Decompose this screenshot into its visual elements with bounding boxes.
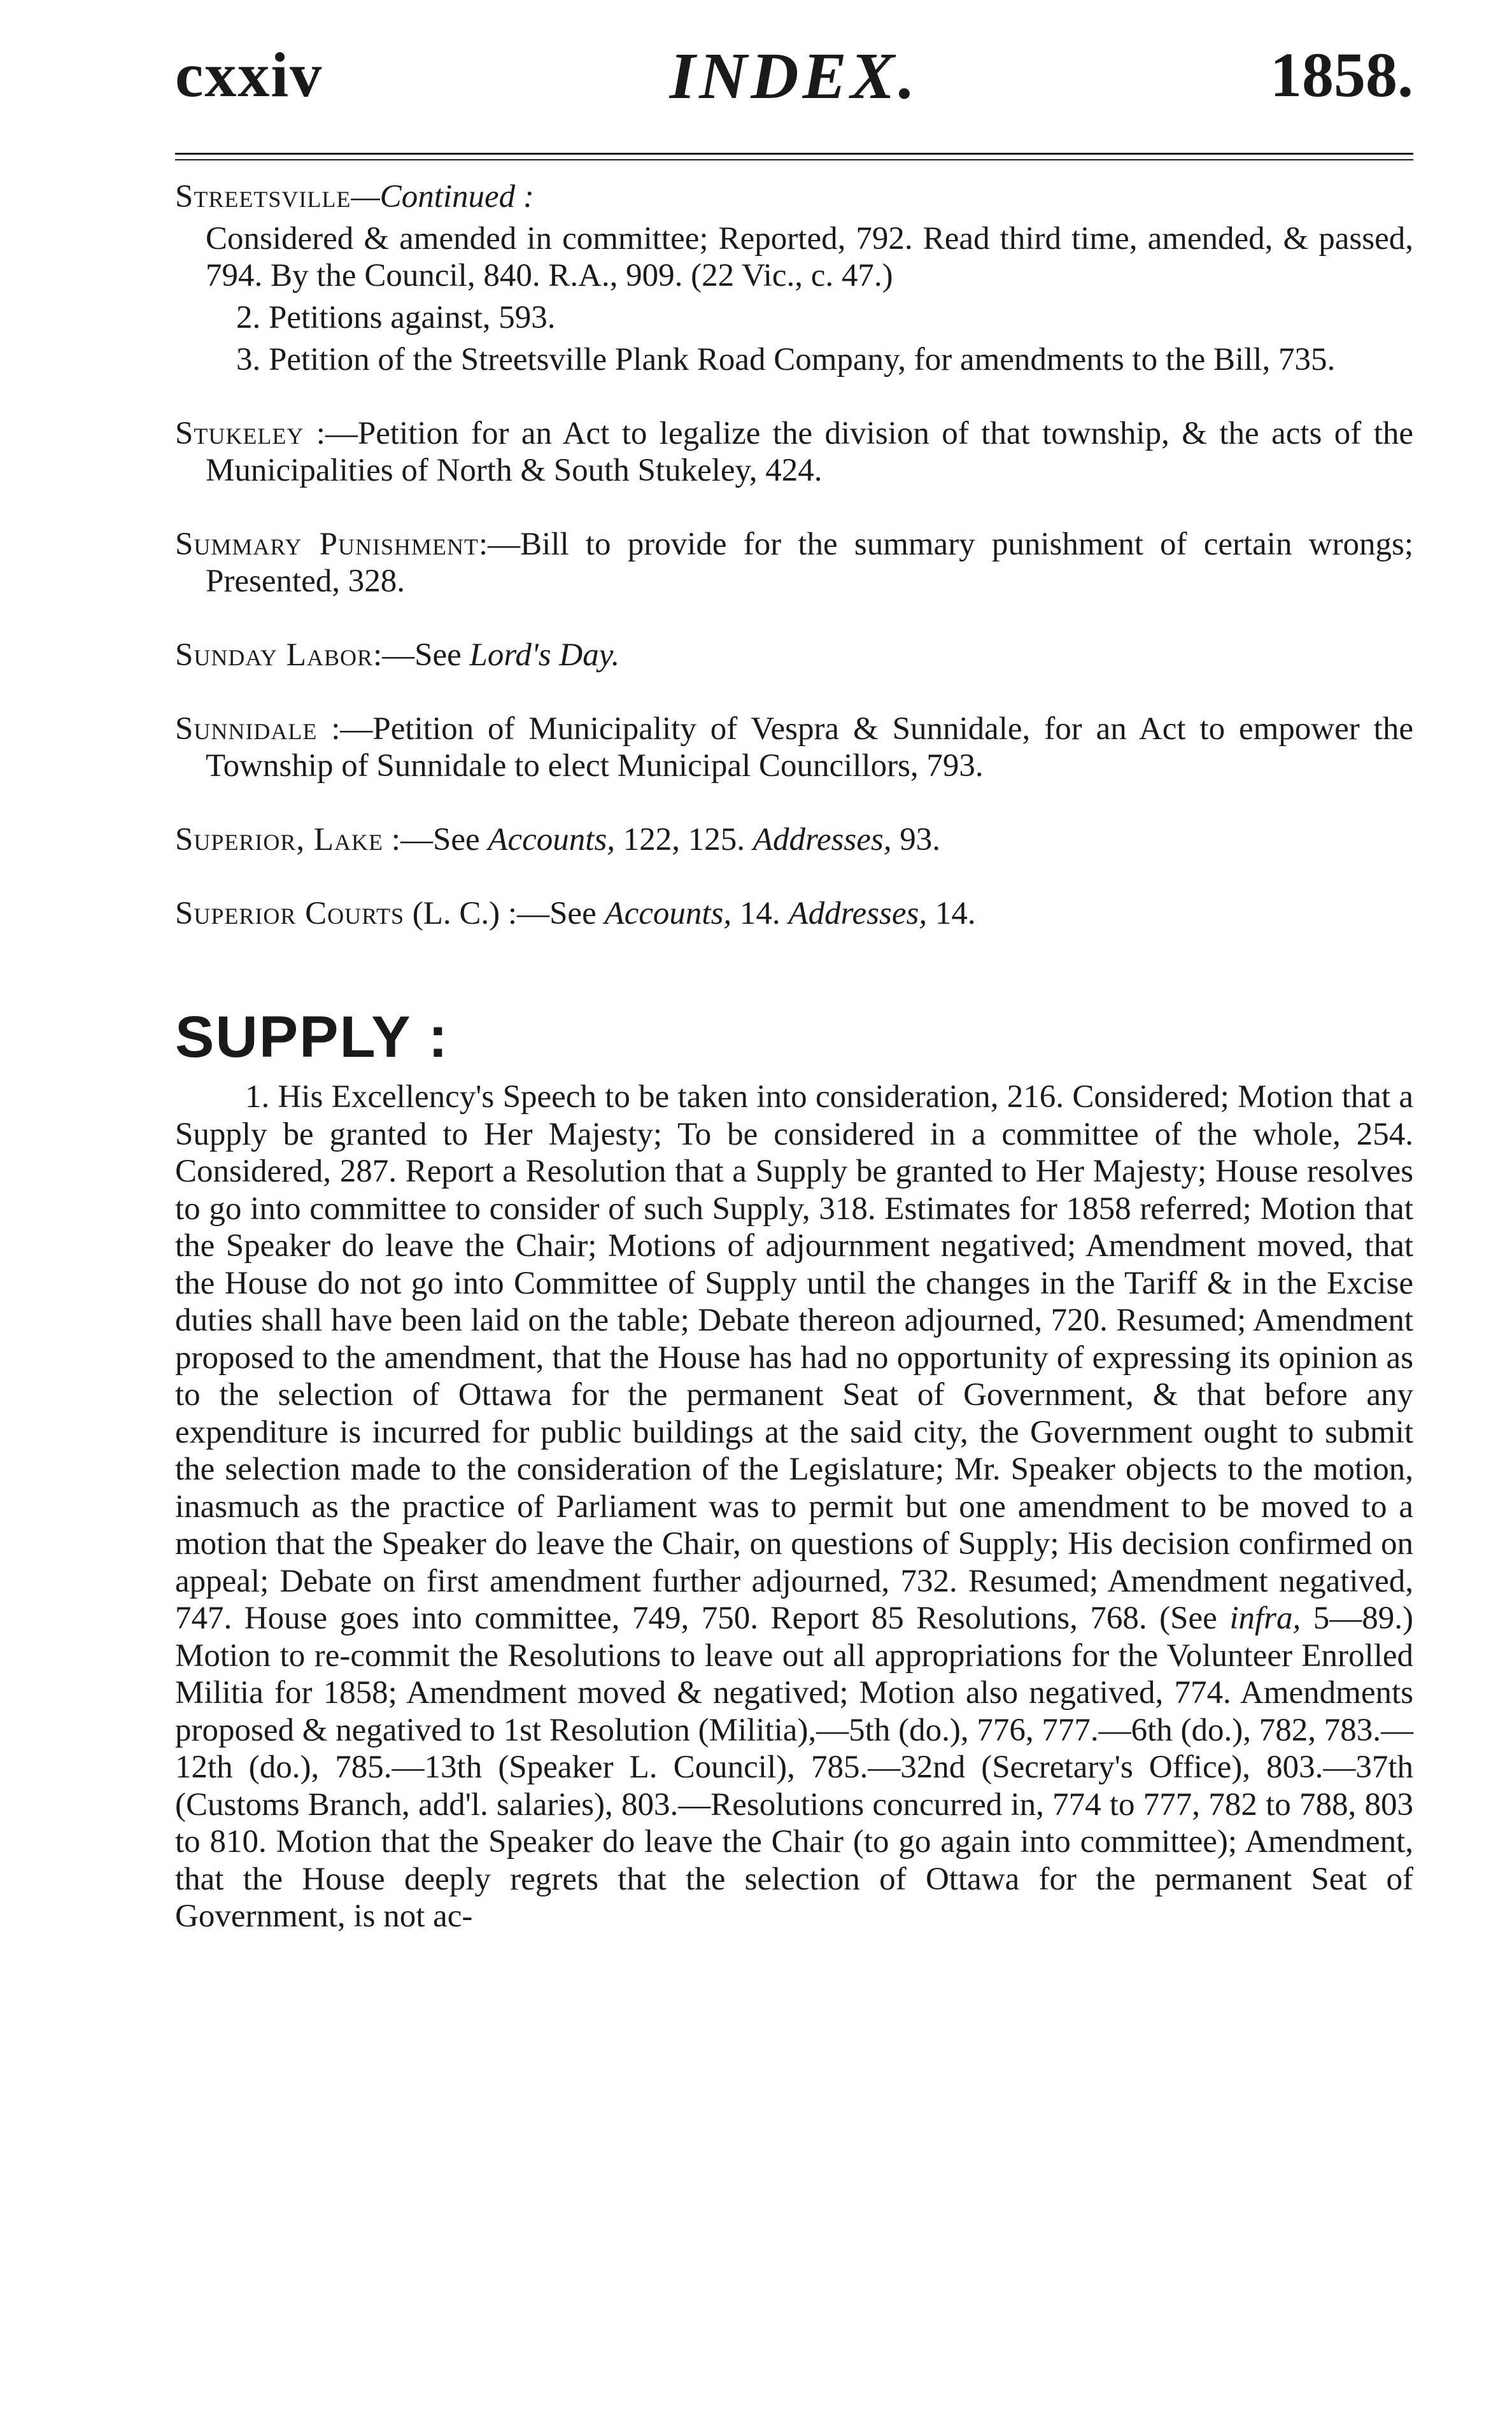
entry-text: 93.: [891, 822, 940, 858]
supply-text-part1: 1. His Excellency's Speech to be taken into consideration, 216. Considered; Motion that a Supply be granted to Her Majesty; To be considered in a committee of the whole, 254. Considered, 287. Report a Resolution that a Supply be granted to Her Majesty; House resolves to go into committee to consider of such Supply, 318. Estimates for 1858 referred; Motion that the Speaker do leave the Chair; Motions of adjournment negatived; Amendment moved, that the House do not go into Committee of Supply until the changes in the Tariff & in the Excise duties shall have been laid on the table; Debate thereon adjourned, 720. Resumed; Amendment proposed to the amendment, that the House has had no opportunity of expressing its opinion as to the selection of Ottawa for the permanent Seat of Government, & that before any expenditure is incurred for public buildings at the said city, the Government ought to submit the selection made to the consideration of the Legislature; Mr. Speaker objects to the motion, inasmuch as the practice of Parliament was to permit but one amendment to be moved to a motion that the Speaker do leave the Chair, on questions of Supply; His decision confirmed on appeal; Debate on first amendment further adjourned, 732. Resumed; Amendment negatived, 747. House goes into committee, 749, 750. Report 85 Resolutions, 768. (See: [175, 1079, 1413, 1636]
entry-sunnidale: [175, 710, 1413, 784]
entry-superior-lake: [175, 821, 1413, 858]
entry-sunday-labor: [175, 637, 1413, 674]
header-rule-top: [175, 153, 1413, 155]
entry-text: :—See: [372, 637, 470, 673]
cross-reference: Accounts,: [488, 822, 616, 858]
continued-label: —Continued :: [351, 179, 534, 215]
entry-heading: Stukeley: [175, 416, 304, 451]
cross-reference: Addresses,: [752, 822, 892, 858]
entry-summary-punishment: [175, 526, 1413, 600]
entry-heading: Sunnidale: [175, 711, 318, 747]
entry-heading: Superior, Lake: [175, 822, 384, 858]
entry-superior-courts: [175, 895, 1413, 932]
entry-heading: Sunday Labor: [175, 637, 373, 673]
streetsville-paragraph: Considered & amended in committee; Reported, 792. Read third time, amended, & passed, 794. By the Council, 840. R.A., 909. (22 Vic., c. 47.): [206, 221, 1413, 293]
entry-heading: Superior Courts: [175, 896, 405, 931]
cross-reference: Accounts,: [604, 896, 732, 931]
index-content: [175, 178, 1413, 1935]
page-number: cxxiv: [175, 39, 323, 110]
supply-heading: SUPPLY :: [175, 1005, 449, 1070]
page-title: INDEX.: [669, 39, 919, 113]
entry-text: 14.: [927, 896, 976, 931]
streetsville-item-2: 2. Petitions against, 593.: [236, 300, 556, 336]
header-rule-bottom: [175, 159, 1413, 160]
cross-reference: Lord's Day.: [469, 637, 620, 673]
entry-text: :—See: [383, 822, 488, 858]
running-head: [175, 38, 1413, 134]
cross-reference: Addresses,: [788, 896, 928, 931]
entry-heading: Streetsville: [175, 179, 351, 215]
entry-text: 122, 125.: [615, 822, 753, 858]
supply-text-part2: 5—89.) Motion to re-commit the Resolutions to leave out all appropriations for the Volunteer Enrolled Militia for 1858; Amendment moved & negatived; Motion also negatived, 774. Amendments proposed & negatived to 1st Resolution (Militia),—5th (do.), 776, 777.—6th (do.), 782, 783.—12th (do.), 785.—13th (Speaker L. Council), 785.—32nd (Secretary's Office), 803.—37th (Customs Branch, add'l. salaries), 803.—Resolutions concurred in, 774 to 777, 782 to 788, 803 to 810. Motion that the Speaker do leave the Chair (to go again into committee); Amendment, that the House deeply regrets that the selection of Ottawa for the permanent Seat of Government, is not ac-: [175, 1600, 1413, 1934]
entry-text: (L. C.) :—See: [404, 896, 605, 931]
entry-heading: Summary Punishment: [175, 526, 479, 562]
entry-text: 14.: [731, 896, 789, 931]
infra-reference: infra,: [1229, 1600, 1301, 1636]
page-year: 1858.: [1270, 39, 1413, 110]
entry-text: :—Petition for an Act to legalize the division of that township, & the acts of the Municipalities of North & South Stukeley, 424.: [206, 416, 1413, 488]
supply-paragraph: [175, 1078, 1413, 1935]
entry-text: :—Bill to provide for the summary punishment of certain wrongs; Presented, 328.: [206, 526, 1413, 599]
entry-stukeley: [175, 415, 1413, 489]
entry-text: :—Petition of Municipality of Vespra & Sunnidale, for an Act to empower the Township of Sunnidale to elect Municipal Councillors, 793.: [206, 711, 1413, 784]
entry-streetsville: [175, 178, 1413, 215]
streetsville-item-3: 3. Petition of the Streetsville Plank Road Company, for amendments to the Bill, 735.: [236, 342, 1336, 378]
